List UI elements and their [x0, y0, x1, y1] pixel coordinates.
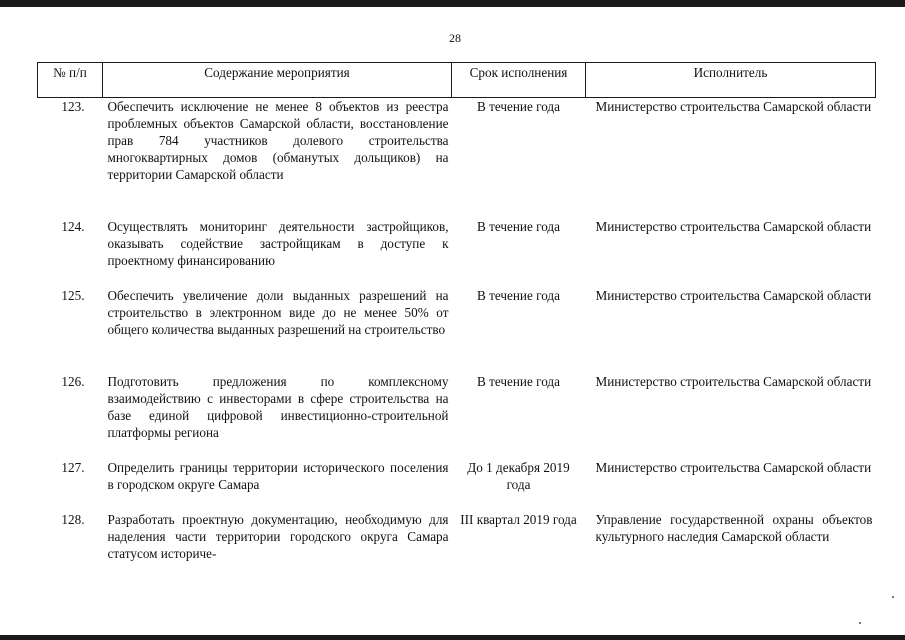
- measures-table: [37, 62, 876, 562]
- header-term: Срок исполнения: [452, 63, 586, 98]
- row-number: 127.: [61, 459, 85, 475]
- header-content: Содержание мероприятия: [103, 63, 452, 98]
- row-content: Определить границы территории исторического поселения в городском округе Самара: [107, 459, 449, 492]
- row-content: Обеспечить исключение не менее 8 объектов из реестра проблемных объектов Самарской области, восстановление прав 784 участников долевого строительства многоквартирных домов (обманутых дольщиков) на территории Самарской области: [107, 99, 449, 182]
- row-executor: Министерство строительства Самарской области: [595, 218, 872, 234]
- bottom-border-rule: [0, 635, 905, 640]
- top-border-rule: [0, 0, 905, 7]
- table-row: [38, 459, 876, 511]
- table-header-row: [38, 63, 876, 98]
- header-executor: Исполнитель: [586, 63, 876, 98]
- row-term: III квартал 2019 года: [460, 511, 577, 527]
- row-executor: Министерство строительства Самарской области: [595, 99, 872, 114]
- table-row: [38, 511, 876, 562]
- row-content: Осуществлять мониторинг деятельности застройщиков, оказывать содействие застройщикам в доступе к проектному финансированию: [107, 218, 449, 268]
- table-row: [38, 287, 876, 373]
- header-number: № п/п: [38, 63, 103, 98]
- row-term: В течение года: [477, 287, 560, 303]
- scan-speck: [892, 596, 894, 598]
- row-number: 124.: [61, 218, 85, 234]
- row-content: Разработать проектную документацию, необходимую для наделения части территории городского округа Самара статусом историче-: [107, 511, 449, 561]
- page-number: 28: [449, 31, 461, 45]
- row-content: Обеспечить увеличение доли выданных разрешений на строительство в электронном виде до не менее 50% от общего количества выданных разрешений на строительство: [107, 287, 449, 337]
- table-row: [38, 98, 876, 218]
- row-number: 125.: [61, 287, 85, 303]
- row-executor: Министерство строительства Самарской области: [595, 373, 872, 389]
- table-row: [38, 373, 876, 459]
- row-executor: Министерство строительства Самарской области: [595, 287, 872, 303]
- row-number: 128.: [61, 511, 85, 527]
- table-row: [38, 218, 876, 287]
- row-term: В течение года: [477, 373, 560, 389]
- row-number: 126.: [61, 373, 85, 389]
- scan-speck: [859, 622, 861, 624]
- row-term: В течение года: [477, 99, 560, 114]
- row-content: Подготовить предложения по комплексному взаимодействию с инвесторами в сфере строительства на базе единой цифровой инвестиционно-строительной платформы региона: [107, 373, 449, 440]
- row-term: До 1 декабря 2019 года: [467, 459, 570, 492]
- row-executor: Управление государственной охраны объектов культурного наследия Самарской области: [595, 511, 873, 544]
- row-number: 123.: [61, 99, 85, 114]
- row-term: В течение года: [477, 218, 560, 234]
- row-executor: Министерство строительства Самарской области: [595, 459, 872, 475]
